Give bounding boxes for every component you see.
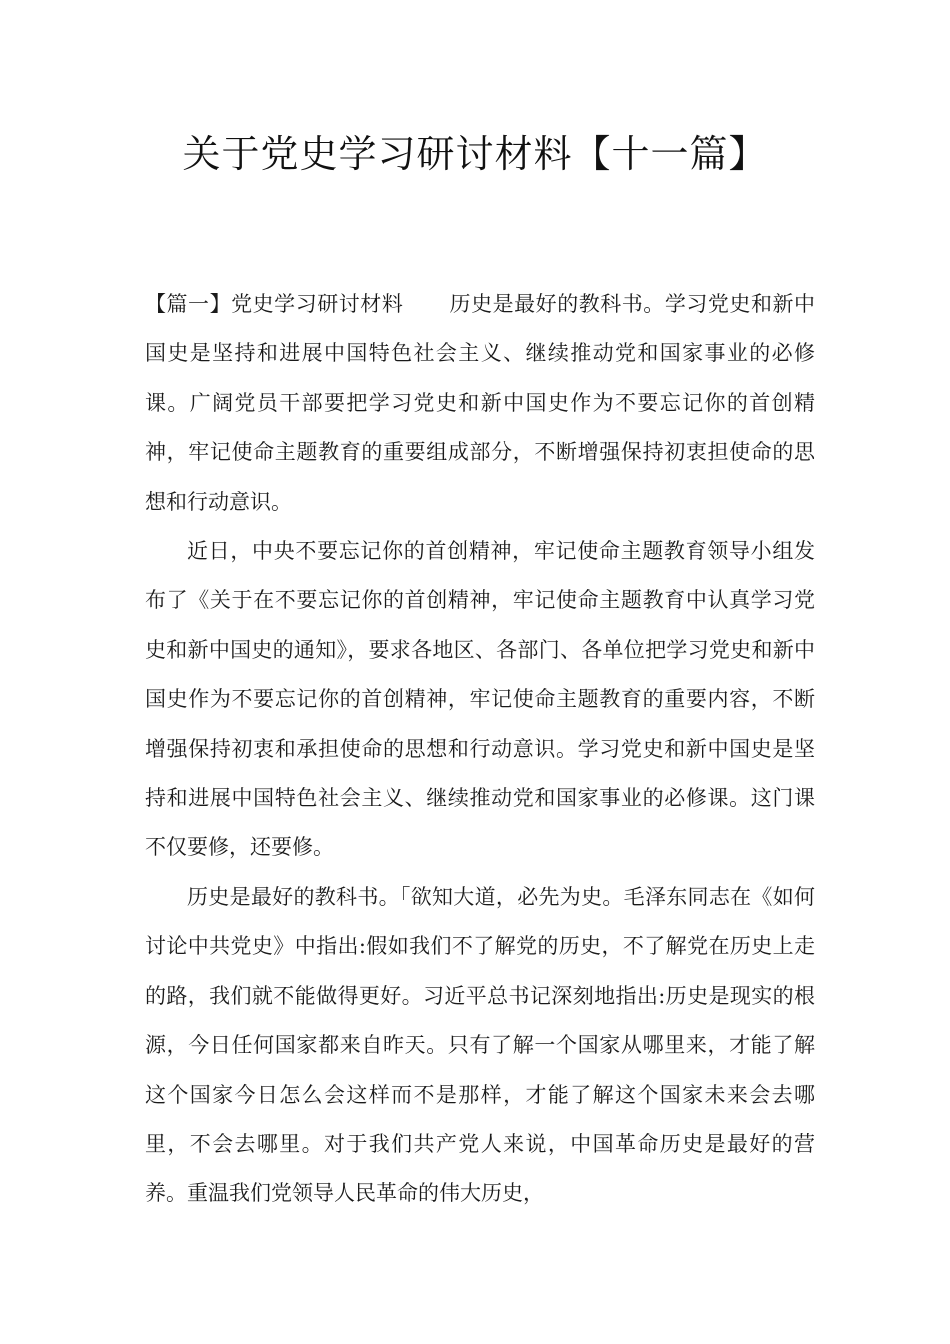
paragraph-3: 历史是最好的教科书。「欲知大道，必先为史。毛泽东同志在《如何讨论中共党史》中指出:假如我们不了解党的历史，不了解党在历史上走的路，我们就不能做得更好。习近平总书记深刻地指出:历史是现实的根源，今日任何国家都来自昨天。只有了解一个国家从哪里来，才能了解这个国家今日怎么会这样而不是那样，才能了解这个国家未来会去哪里，不会去哪里。对于我们共产党人来说，中国革命历史是最好的营养。重温我们党领导人民革命的伟大历史， <box>145 884 815 1206</box>
paragraph-1 <box>145 280 815 527</box>
paragraph-2: 近日，中央不要忘记你的首创精神，牢记使命主题教育领导小组发布了《关于在不要忘记你的首创精神，牢记使命主题教育中认真学习党史和新中国史的通知》，要求各地区、各部门、各单位把学习党史和新中国史作为不要忘记你的首创精神，牢记使命主题教育的重要内容，不断增强保持初衷和承担使命的思想和行动意识。学习党史和新中国史是坚持和进展中国特色社会主义、继续推动党和国家事业的必修课。这门课不仅要修，还要修。 <box>145 539 815 860</box>
section-label: 【篇一】党史学习研讨材料 <box>145 292 404 316</box>
document-title: 关于党史学习研讨材料【十一篇】 <box>182 132 768 176</box>
paragraph-1-text: 历史是最好的教科书。学习党史和新中国史是坚持和进展中国特色社会主义、继续推动党和国家事业的必修课。广阔党员干部要把学习党史和新中国史作为不要忘记你的首创精神，牢记使命主题教育的重要组成部分，不断增强保持初衷担使命的思想和行动意识。 <box>145 292 816 514</box>
document-body <box>145 280 815 1219</box>
